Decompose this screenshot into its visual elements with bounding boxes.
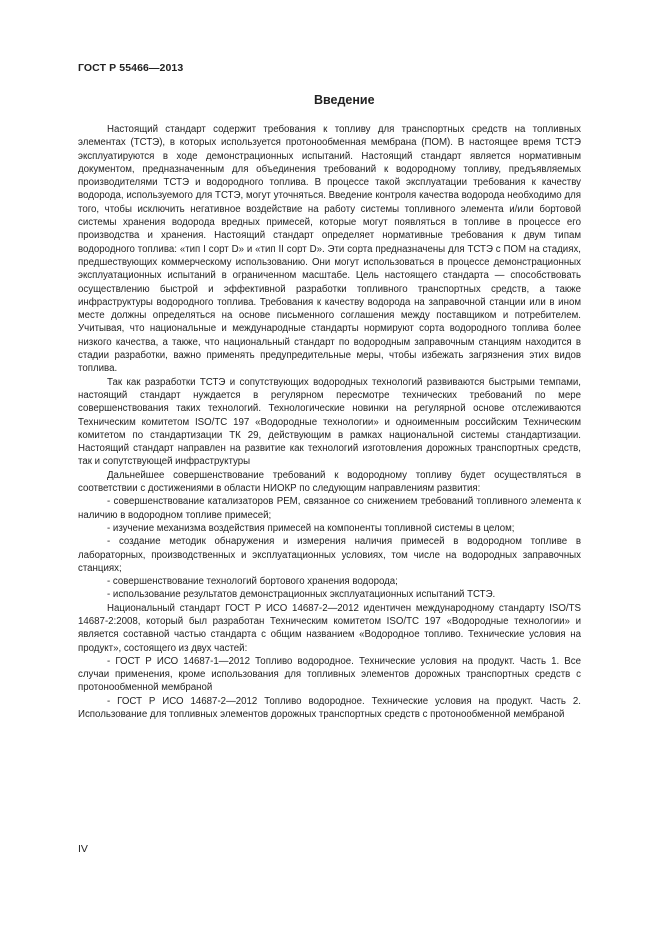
paragraph: Дальнейшее совершенствование требований к водородному топливу будет осуществляться в соответствии с достижениями в области НИОКР по следующим направлениям развития: xyxy=(78,469,581,495)
paragraph: Настоящий стандарт содержит требования к топливу для транспортных средств на топливных элементах (ТСТЭ), в которых используется протонообменная мембрана (ПОМ). В настоящее время ТСТЭ эксплуатируются в ходе демонстрационных испытаний. Настоящий стандарт является нормативным документом, предназначенным для объединения требований к водородному топливу, предъявляемых производителями ТСТЭ и водородного топлива. В процессе такой эксплуатации требования к качеству водорода, используемого для ТСТЭ, могут уточняться. Введение контроля качества водорода необходимо для того, чтобы исключить негативное воздействие на работу системы топливного элемента и/или бортовой системы хранения водорода вредных примесей, которые могут появляться в топливе в процессе его производства и хранения. Настоящий стандарт определяет нормативные требования к двум типам водородного топлива: «тип I сорт D» и «тип II сорт D». Эти сорта предназначены для ТСТЭ с ПОМ на стадиях, предшествующих коммерческому использованию. Они могут использоваться в процессе демонстрационных эксплуатационных испытаний в ограниченном масштабе. Цель настоящего стандарта — способствовать осуществлению быстрой и эффективной разработки топливного транспортных средств, а также инфраструктуры водородного топлива. Требования к качеству водорода на заправочной станции или в ином месте должны определяться на основе письменного соглашения между поставщиком и потребителем. Учитывая, что национальные и международные стандарты нормируют сорта водородного топлива более низкого качества, а также, что национальный стандарт по водородным заправочным станциям находится в стадии разработки, важно применять предупредительные меры, чтобы избежать загрязнения этих видов топлива. xyxy=(78,124,581,375)
list-item: - совершенствование технологий бортового хранения водорода; xyxy=(107,576,398,588)
paragraph: Так как разработки ТСТЭ и сопутствующих водородных технологий развиваются быстрыми темпами, настоящий стандарт нуждается в регулярном пересмотре технических требований по мере совершенствования таких технологий. Технологические новинки на регулярной основе отслеживаются Техническим комитетом ISO/TC 197 «Водородные технологии» и одноименным российским Техническим комитетом по стандартизации ТК 29, действующим в рамках национальной системы стандартизации. Настоящий стандарт направлен на развитие как технологий изготовления дорожных транспортных средств, так и сопутствующей инфраструктуры xyxy=(78,376,581,468)
list-item: - ГОСТ Р ИСО 14687-1—2012 Топливо водородное. Технические условия на продукт. Часть 1. Все случаи применения, кроме использования для топливных элементов дорожных транспортных средств с протонообменной мембраной xyxy=(78,655,581,694)
section-title: Введение xyxy=(314,93,375,107)
body-text xyxy=(78,123,581,721)
list-item: - ГОСТ Р ИСО 14687-2—2012 Топливо водородное. Технические условия на продукт. Часть 2. Использование для топливных элементов дорожных транспортных средств с протонообменной мембраной xyxy=(78,695,581,721)
list-item: - совершенствование катализаторов PEM, связанное со снижением требований топливного элемента к наличию в водородном топливе примесей; xyxy=(78,496,581,521)
list-item: - создание методик обнаружения и измерения наличия примесей в водородном топливе в лабораторных, производственных и эксплуатационных условиях, том числе на водородных заправочных станциях; xyxy=(78,536,581,574)
page-number: IV xyxy=(78,843,88,855)
document-code: ГОСТ Р 55466—2013 xyxy=(78,62,184,74)
list-item: - изучение механизма воздействия примесей на компоненты топливной системы в целом; xyxy=(107,522,515,534)
list-item: - использование результатов демонстрационных эксплуатационных испытаний ТСТЭ. xyxy=(107,589,496,601)
paragraph: Национальный стандарт ГОСТ Р ИСО 14687-2—2012 идентичен международному стандарту ISO/TS 14687-2:2008, который был разработан Техническим комитетом ISO/TC 197 «Водородные технологии» и является составной частью стандарта с общим названием «Водородное топливо. Технические условия на продукт», состоящего из двух частей: xyxy=(78,602,581,654)
